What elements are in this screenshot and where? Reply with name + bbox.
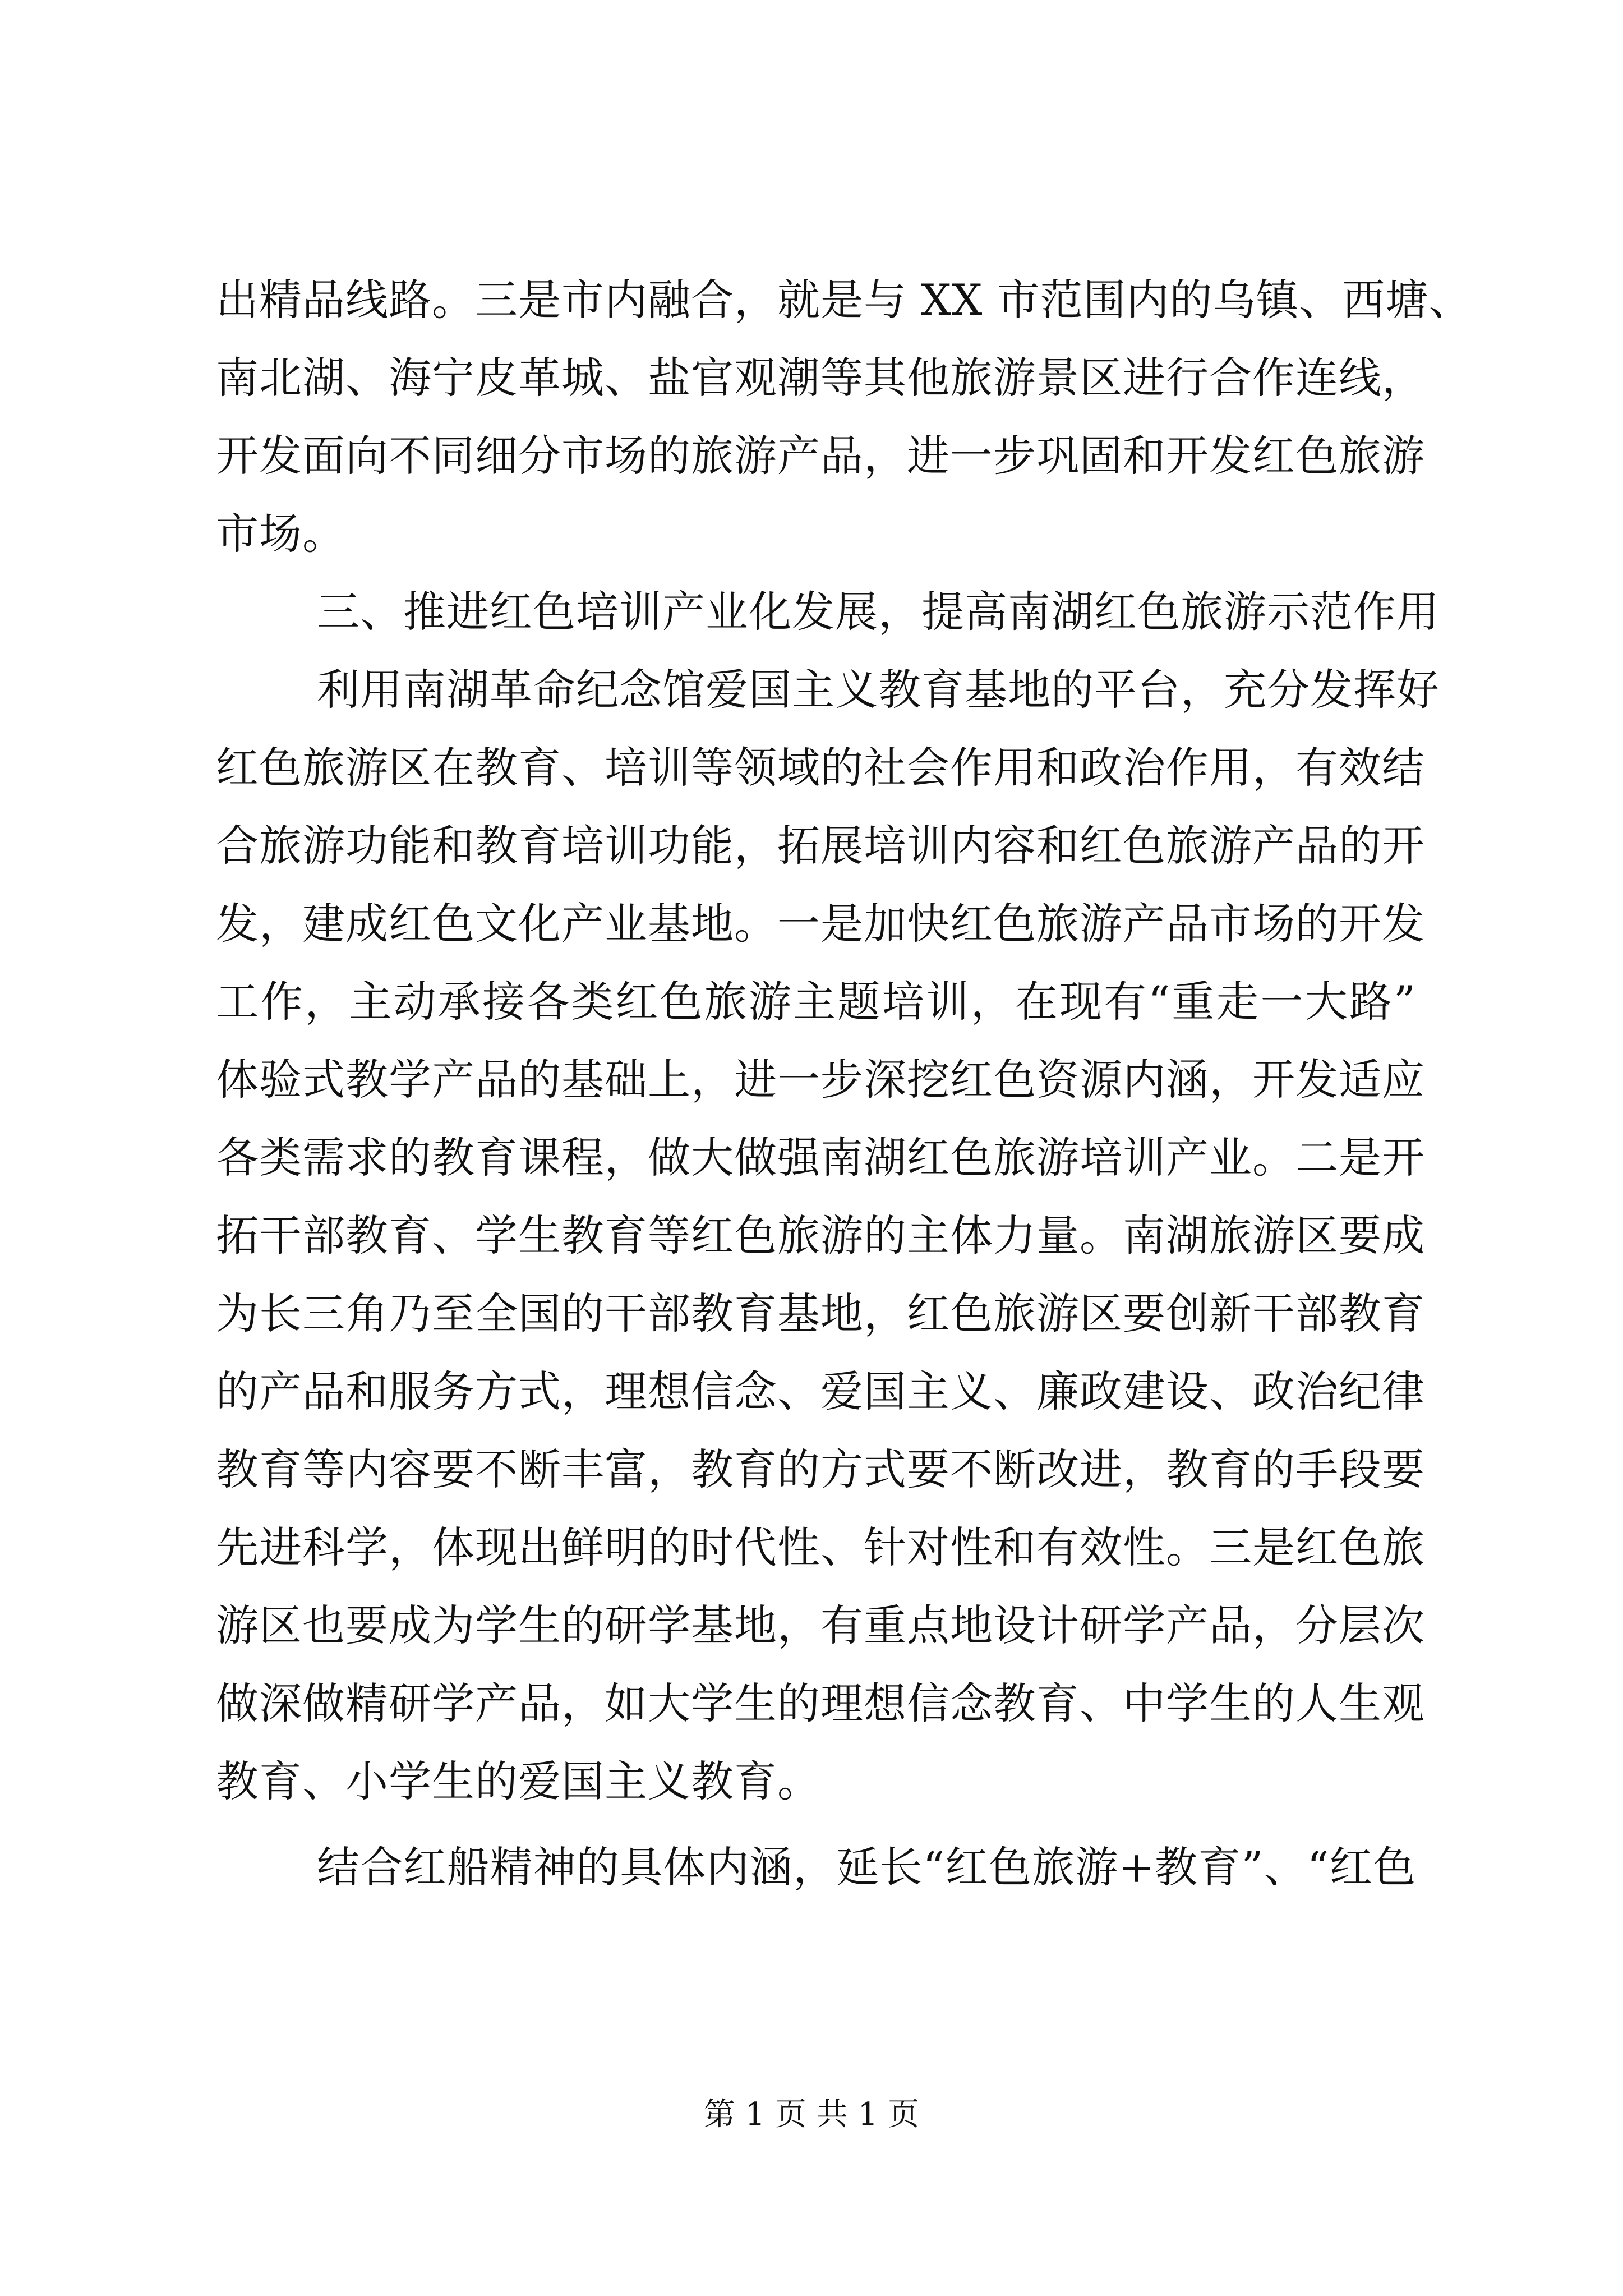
text-line: 红色旅游区在教育、培训等领域的社会作用和政治作用，有效结 (216, 743, 1425, 793)
section-heading: 三、推进红色培训产业化发展，提高南湖红色旅游示范作用 (317, 587, 1440, 637)
text-line: 为长三角乃至全国的干部教育基地，红色旅游区要创新干部教育 (216, 1289, 1425, 1338)
text-line: 发，建成红色文化产业基地。一是加快红色旅游产品市场的开发 (216, 899, 1425, 949)
text-line: 开发面向不同细分市场的旅游产品，进一步巩固和开发红色旅游 (216, 431, 1425, 481)
text-line: 教育等内容要不断丰富，教育的方式要不断改进，教育的手段要 (216, 1444, 1425, 1494)
text-line: 体验式教学产品的基础上，进一步深挖红色资源内涵，开发适应 (216, 1055, 1425, 1105)
document-body (216, 261, 1472, 1906)
text-line: 合旅游功能和教育培训功能，拓展培训内容和红色旅游产品的开 (216, 821, 1425, 871)
text-line: 市场。 (216, 509, 345, 559)
page-footer: 第 1 页 共 1 页 (703, 2096, 920, 2133)
text-line: 游区也要成为学生的研学基地，有重点地设计研学产品，分层次 (216, 1600, 1425, 1650)
text-line: 结合红船精神的具体内涵，延长“红色旅游+教育”、“红色 (317, 1842, 1416, 1892)
text-line: 利用南湖革命纪念馆爱国主义教育基地的平台，充分发挥好 (317, 665, 1440, 715)
text-line: 先进科学，体现出鲜明的时代性、针对性和有效性。三是红色旅 (216, 1522, 1425, 1572)
text-line: 教育、小学生的爱国主义教育。 (216, 1756, 820, 1806)
text-line: 各类需求的教育课程，做大做强南湖红色旅游培训产业。二是开 (216, 1133, 1425, 1182)
text-line: 拓干部教育、学生教育等红色旅游的主体力量。南湖旅游区要成 (216, 1211, 1425, 1260)
text-line: 工作，主动承接各类红色旅游主题培训，在现有“重走一大路” (216, 977, 1416, 1027)
text-line: 做深做精研学产品，如大学生的理想信念教育、中学生的人生观 (216, 1678, 1425, 1728)
text-line: 的产品和服务方式，理想信念、爱国主义、廉政建设、政治纪律 (216, 1366, 1425, 1416)
text-line: 出精品线路。三是市内融合，就是与 XX 市范围内的乌镇、西塘、 (216, 275, 1472, 325)
text-line: 南北湖、海宁皮革城、盐官观潮等其他旅游景区进行合作连线， (216, 353, 1425, 403)
